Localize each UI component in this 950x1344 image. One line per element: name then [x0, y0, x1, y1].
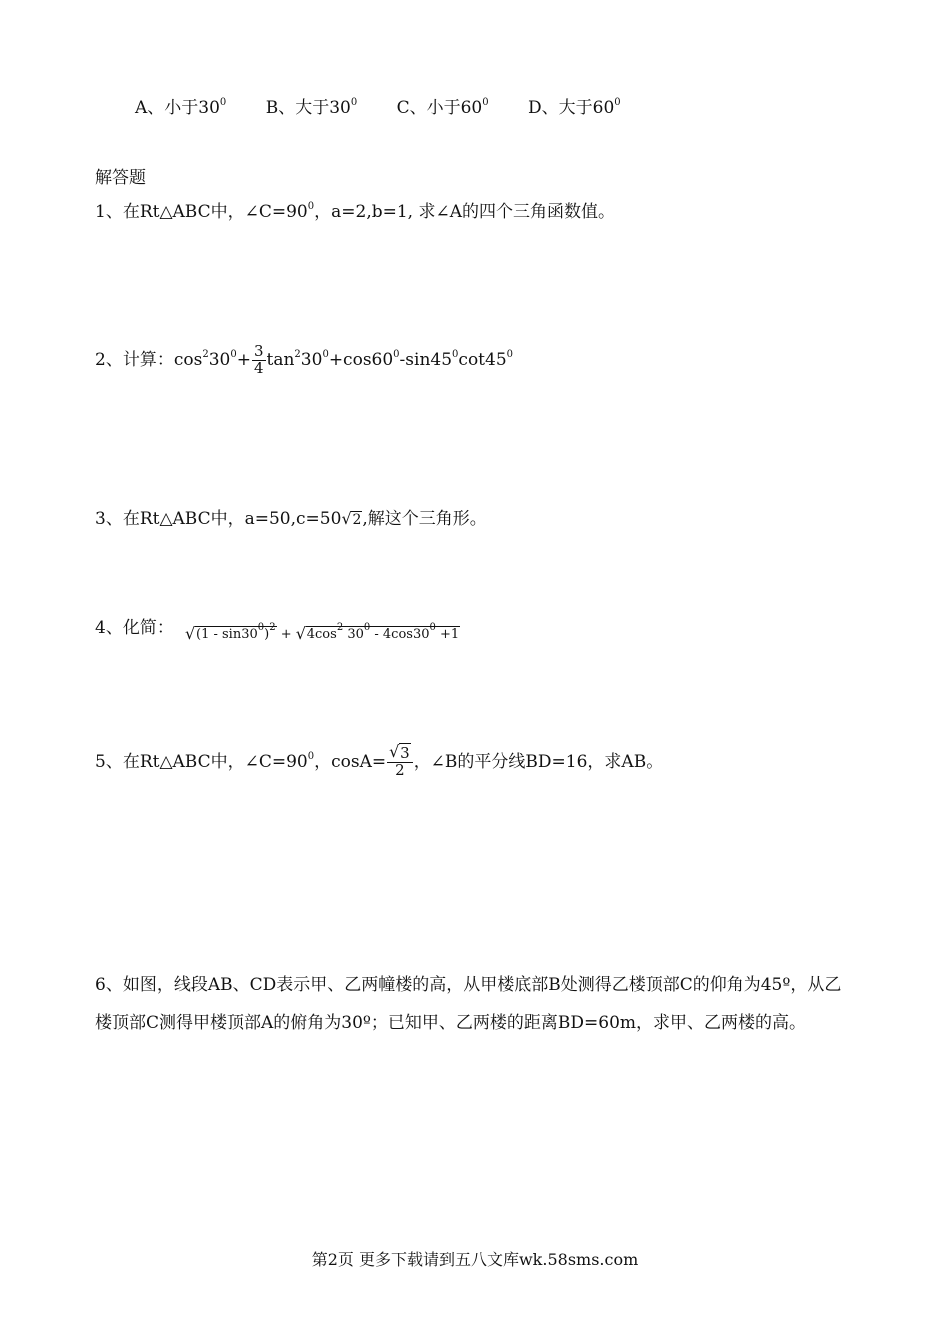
question-1: 1、在Rt△ABC中，$\angle C=90^0$，a=2,b=1, 求∠A的四个三角函数值。 [95, 201, 615, 222]
question-2: 2、计算：$\cos^230^0+$ $\frac{3}{4}$ $\tan^230^0+\cos 60^0-\sin 45^0\cot 45^0$ [95, 342, 514, 377]
sqrt-term-1: √ $(1 - \sin 30^0)^2$ [185, 628, 277, 641]
section-title: 解答题 [95, 168, 146, 188]
question-6: 6、如图，线段AB、CD表示甲、乙两幢楼的高，从甲楼底部B处测得乙楼顶部C的仰角为45º，从乙楼顶部C测得甲楼顶部A的俯角为30º；已知甲、乙两楼的距离BD=60m，求甲、乙两楼的高。 [95, 975, 842, 1033]
page-footer: 第2页 更多下载请到五八文库wk.58sms.com [311, 1250, 639, 1269]
question-4-expression: √ $(1 - \sin 30^0)^2$ + √ $4\cos^2$ $30^0 - 4\cos 30^0 +1$ [185, 628, 460, 641]
sqrt-2: √ 2 [341, 513, 362, 527]
option-d: D、大于$60^0$ [528, 97, 621, 118]
fraction-3-4: $\frac{3}{4}$ [253, 342, 264, 377]
options-row [135, 97, 655, 118]
question-3: 3、在Rt△ABC中，a=50,c=50√ 2,解这个三角形。 [95, 511, 487, 528]
question-5: 5、在Rt△ABC中，$\angle C=90^0$，cosA= √ $\frac{3}{2}$ ，∠B的平分线BD=16，求AB。 [95, 746, 663, 779]
fraction-sqrt3-2: √ $\frac{3}{2}$ [387, 746, 413, 779]
question-4: 4、化简： [95, 618, 174, 638]
option-b: B、大于$30^0$ [265, 97, 358, 118]
sqrt-term-2: √ $4\cos^2$ $30^0 - 4\cos 30^0 +1$ [296, 628, 460, 641]
option-a: A、小于$30^0$ [135, 97, 227, 118]
option-c: C、小于$60^0$ [396, 97, 489, 118]
